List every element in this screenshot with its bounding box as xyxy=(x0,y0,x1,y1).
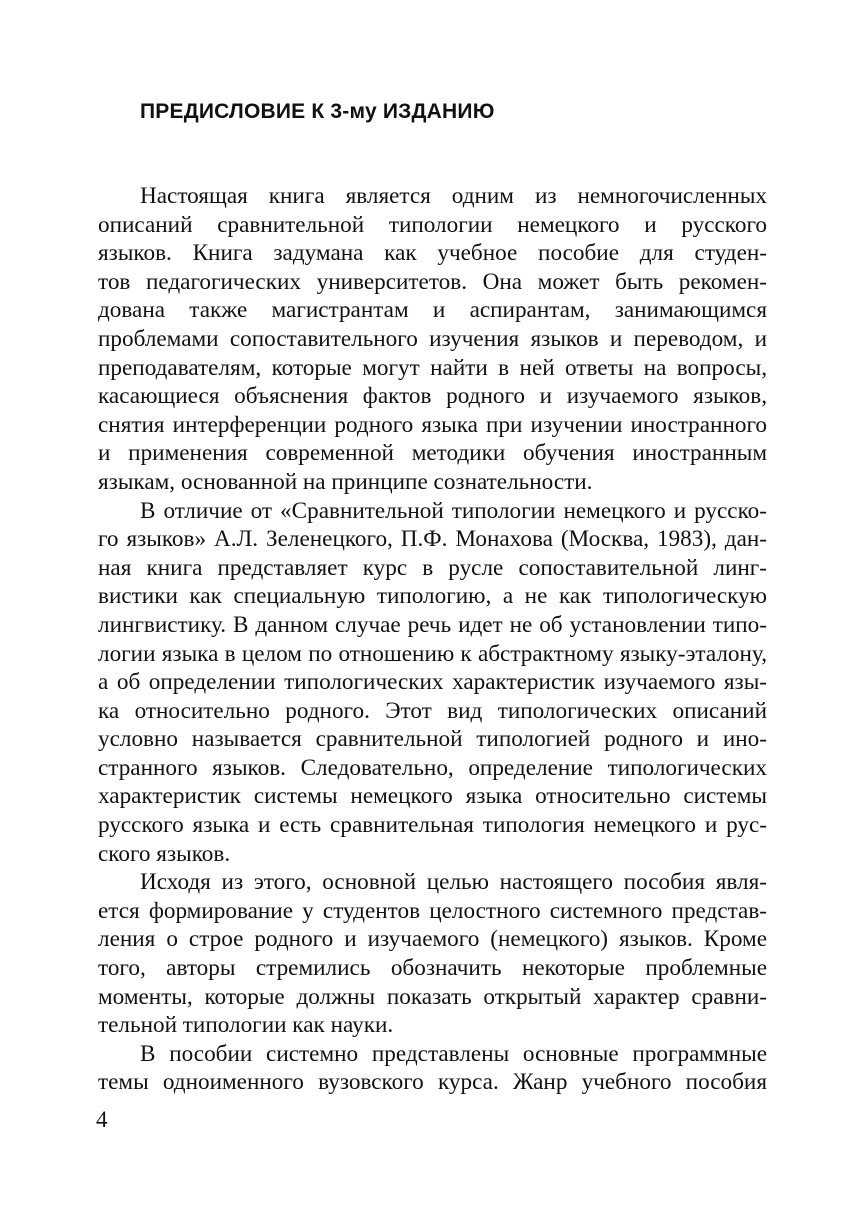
text-line: моменты, которые должны показать открытый характер сравни- xyxy=(98,983,767,1010)
text-line: ка относительно родного. Этот вид типологических описаний xyxy=(98,697,767,724)
text-line: Исходя из этого, основной целью настоящего пособия явля- xyxy=(140,869,767,896)
chapter-heading: ПРЕДИСЛОВИЕ К 3-му ИЗДАНИЮ xyxy=(140,100,495,123)
text-line: вистики как специальную типологию, а не как типологическую xyxy=(98,583,767,610)
text-line: описаний сравнительной типологии немецкого и русского xyxy=(98,211,767,238)
text-line: темы одноименного вузовского курса. Жанр учебного пособия xyxy=(98,1069,767,1096)
text-line: Настоящая книга является одним из немногочисленных xyxy=(140,183,767,209)
text-line: ется формирование у студентов целостного системного представ- xyxy=(98,897,767,924)
text-line: странного языков. Следовательно, определение типологических xyxy=(98,754,767,781)
text-line: В отличие от «Сравнительной типологии немецкого и русско- xyxy=(140,497,767,524)
paragraph xyxy=(98,182,767,497)
text-line: проблемами сопоставительного изучения языков и переводом, и xyxy=(98,325,767,352)
text-line: преподавателям, которые могут найти в ней ответы на вопросы, xyxy=(98,354,767,381)
text-line: характеристик системы немецкого языка относительно системы xyxy=(98,783,767,810)
text-line: го языков» А.Л. Зеленецкого, П.Ф. Монахова (Москва, 1983), дан- xyxy=(98,526,767,553)
text-line: и применения современной методики обучения иностранным xyxy=(98,440,767,467)
text-line: языков. Книга задумана как учебное пособие для студен- xyxy=(98,240,767,267)
text-line: тов педагогических университетов. Она может быть рекомен- xyxy=(98,268,767,295)
text-line: снятия интерференции родного языка при изучении иностранного xyxy=(98,411,767,438)
text-line: русского языка и есть сравнительная типология немецкого и рус- xyxy=(98,812,767,839)
text-line: ления о строе родного и изучаемого (немецкого) языков. Кроме xyxy=(98,926,767,953)
text-line: В пособии системно представлены основные программные xyxy=(140,1040,767,1067)
page-number: 4 xyxy=(96,1107,108,1132)
text-line: касающиеся объяснения фактов родного и изучаемого языков, xyxy=(98,383,767,410)
text-line: тельной типологии как науки. xyxy=(98,1012,394,1039)
text-line: а об определении типологических характеристик изучаемого язы- xyxy=(98,669,767,696)
body-text xyxy=(98,182,767,1097)
text-line: лингвистику. В данном случае речь идет не об установлении типо- xyxy=(98,611,767,638)
text-line: языкам, основанной на принципе сознательности. xyxy=(98,468,593,495)
text-line: того, авторы стремились обозначить некоторые проблемные xyxy=(98,955,767,982)
paragraph xyxy=(98,868,767,1040)
text-line: условно называется сравнительной типологией родного и ино- xyxy=(98,726,767,753)
text-line: ского языков. xyxy=(98,840,231,867)
paragraph xyxy=(98,497,767,869)
text-line: логии языка в целом по отношению к абстрактному языку-эталону, xyxy=(98,640,767,667)
text-line: дована также магистрантам и аспирантам, занимающимся xyxy=(98,297,767,324)
paragraph xyxy=(98,1040,767,1097)
text-line: ная книга представляет курс в русле сопоставительной линг- xyxy=(98,554,767,581)
